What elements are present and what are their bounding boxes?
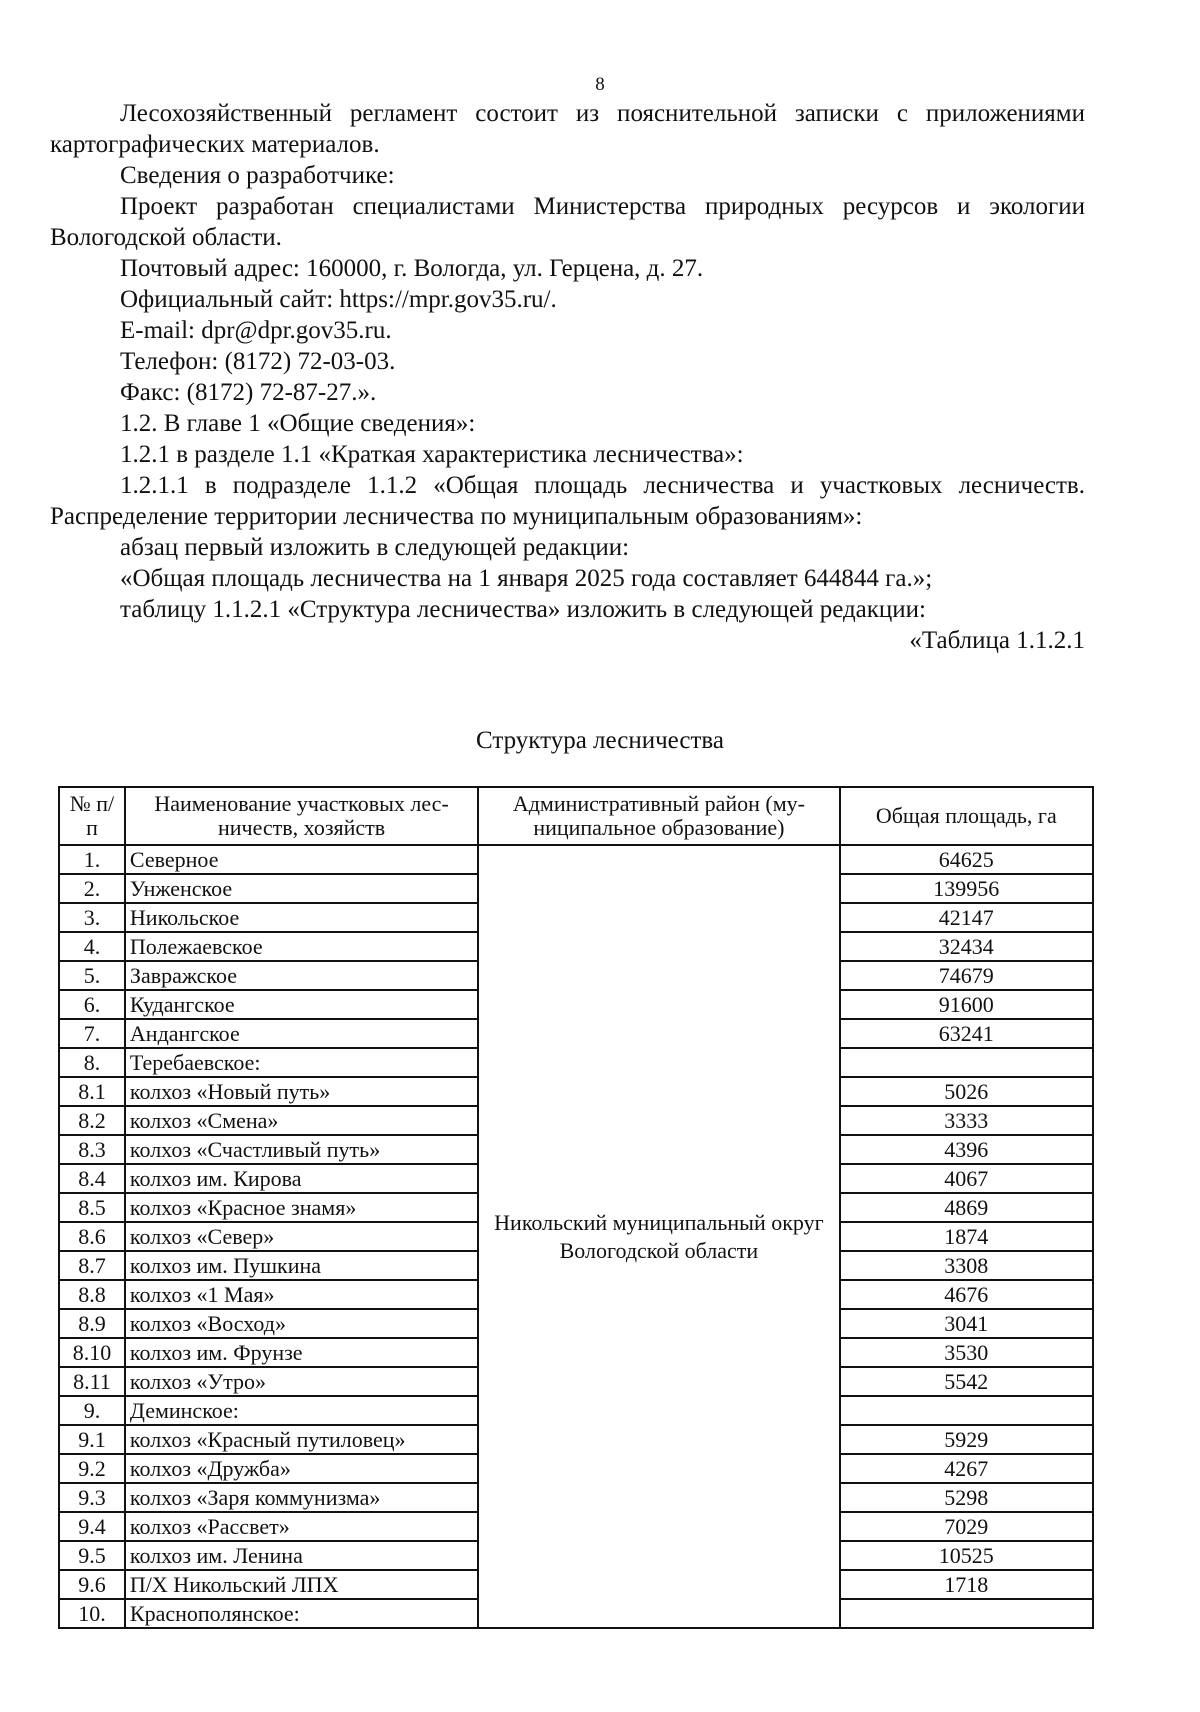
row-number: 8.8 bbox=[59, 1280, 125, 1309]
row-name: колхоз «Красный путиловец» bbox=[125, 1425, 478, 1454]
row-name: Теребаевское: bbox=[125, 1048, 478, 1077]
row-area bbox=[840, 1048, 1093, 1077]
row-name: Деминское: bbox=[125, 1396, 478, 1425]
paragraph: 1.2.1 в разделе 1.1 «Краткая характеристика лесничества»: bbox=[120, 441, 744, 468]
row-name: колхоз им. Кирова bbox=[125, 1164, 478, 1193]
row-name: Кудангское bbox=[125, 990, 478, 1019]
row-name: колхоз «1 Мая» bbox=[125, 1280, 478, 1309]
row-number: 8.5 bbox=[59, 1193, 125, 1222]
row-name: колхоз «Заря коммунизма» bbox=[125, 1483, 478, 1512]
row-number: 9.5 bbox=[59, 1541, 125, 1570]
row-number: 8.11 bbox=[59, 1367, 125, 1396]
row-name: колхоз им. Фрунзе bbox=[125, 1338, 478, 1367]
row-area: 42147 bbox=[840, 903, 1093, 932]
row-area: 74679 bbox=[840, 961, 1093, 990]
row-number: 9.4 bbox=[59, 1512, 125, 1541]
row-number: 9.3 bbox=[59, 1483, 125, 1512]
paragraph: Сведения о разработчике: bbox=[120, 162, 395, 189]
row-name: колхоз «Восход» bbox=[125, 1309, 478, 1338]
row-area: 5298 bbox=[840, 1483, 1093, 1512]
row-area bbox=[840, 1396, 1093, 1425]
row-area: 32434 bbox=[840, 932, 1093, 961]
document-body bbox=[50, 98, 1085, 656]
paragraph: Факс: (8172) 72-87-27.». bbox=[120, 379, 377, 406]
row-area: 3308 bbox=[840, 1251, 1093, 1280]
header-number: № п/п bbox=[59, 787, 125, 845]
paragraph: Официальный сайт: https://mpr.gov35.ru/. bbox=[120, 286, 557, 313]
row-number: 8. bbox=[59, 1048, 125, 1077]
row-number: 8.2 bbox=[59, 1106, 125, 1135]
row-number: 4. bbox=[59, 932, 125, 961]
row-number: 8.4 bbox=[59, 1164, 125, 1193]
row-number: 10. bbox=[59, 1599, 125, 1628]
row-number: 2. bbox=[59, 874, 125, 903]
row-number: 8.6 bbox=[59, 1222, 125, 1251]
paragraph: Проект разработан специалистами Министерства природных ресурсов и экологии Вологодской области. bbox=[50, 193, 1085, 251]
paragraph: 1.2. В главе 1 «Общие сведения»: bbox=[120, 410, 476, 437]
row-name: П/Х Никольский ЛПХ bbox=[125, 1570, 478, 1599]
row-name: колхоз «Утро» bbox=[125, 1367, 478, 1396]
row-name: колхоз им. Пушкина bbox=[125, 1251, 478, 1280]
row-area: 7029 bbox=[840, 1512, 1093, 1541]
row-area: 63241 bbox=[840, 1019, 1093, 1048]
row-name: Никольское bbox=[125, 903, 478, 932]
row-area: 5929 bbox=[840, 1425, 1093, 1454]
row-name: колхоз «Смена» bbox=[125, 1106, 478, 1135]
header-name: Наименование участковых лес-ничеств, хозяйств bbox=[125, 787, 478, 845]
row-area: 4869 bbox=[840, 1193, 1093, 1222]
row-name: Северное bbox=[125, 845, 478, 874]
paragraph: «Таблица 1.1.2.1 bbox=[909, 627, 1085, 654]
row-area: 5542 bbox=[840, 1367, 1093, 1396]
row-area: 4676 bbox=[840, 1280, 1093, 1309]
row-number: 3. bbox=[59, 903, 125, 932]
row-area: 64625 bbox=[840, 845, 1093, 874]
row-area: 1718 bbox=[840, 1570, 1093, 1599]
row-name: колхоз «Счастливый путь» bbox=[125, 1135, 478, 1164]
row-name: колхоз «Новый путь» bbox=[125, 1077, 478, 1106]
row-name: Полежаевское bbox=[125, 932, 478, 961]
row-area: 3333 bbox=[840, 1106, 1093, 1135]
row-number: 8.3 bbox=[59, 1135, 125, 1164]
row-area bbox=[840, 1599, 1093, 1628]
page-number: 8 bbox=[595, 74, 605, 95]
row-name: колхоз им. Ленина bbox=[125, 1541, 478, 1570]
row-number: 5. bbox=[59, 961, 125, 990]
forestry-structure-table bbox=[58, 786, 1094, 1629]
row-area: 3530 bbox=[840, 1338, 1093, 1367]
row-number: 6. bbox=[59, 990, 125, 1019]
paragraph: 1.2.1.1 в подразделе 1.1.2 «Общая площадь лесничества и участковых лесничеств. Распределение территории лесничества по муниципальным образованиям»: bbox=[50, 472, 1085, 530]
paragraph: абзац первый изложить в следующей редакции: bbox=[120, 534, 630, 561]
row-area: 4396 bbox=[840, 1135, 1093, 1164]
row-name: колхоз «Дружба» bbox=[125, 1454, 478, 1483]
row-number: 1. bbox=[59, 845, 125, 874]
row-area: 4067 bbox=[840, 1164, 1093, 1193]
paragraph: таблицу 1.1.2.1 «Структура лесничества» изложить в следующей редакции: bbox=[120, 596, 927, 623]
row-name: Завражское bbox=[125, 961, 478, 990]
row-area: 10525 bbox=[840, 1541, 1093, 1570]
row-number: 8.10 bbox=[59, 1338, 125, 1367]
row-name: Унженское bbox=[125, 874, 478, 903]
row-area: 91600 bbox=[840, 990, 1093, 1019]
district-cell: Никольский муниципальный округ Вологодской области bbox=[478, 845, 839, 1628]
header-district: Административный район (му-ниципальное образование) bbox=[478, 787, 839, 845]
row-area: 1874 bbox=[840, 1222, 1093, 1251]
row-name: колхоз «Красное знамя» bbox=[125, 1193, 478, 1222]
table-body bbox=[59, 845, 1093, 1628]
row-name: Краснополянское: bbox=[125, 1599, 478, 1628]
row-name: Андангское bbox=[125, 1019, 478, 1048]
row-name: колхоз «Рассвет» bbox=[125, 1512, 478, 1541]
row-number: 9.1 bbox=[59, 1425, 125, 1454]
row-number: 9.2 bbox=[59, 1454, 125, 1483]
row-area: 4267 bbox=[840, 1454, 1093, 1483]
paragraph: E-mail: dpr@dpr.gov35.ru. bbox=[120, 317, 392, 344]
paragraph: Почтовый адрес: 160000, г. Вологда, ул. Герцена, д. 27. bbox=[120, 255, 704, 282]
row-area: 5026 bbox=[840, 1077, 1093, 1106]
table-row bbox=[59, 845, 1093, 874]
paragraph: Телефон: (8172) 72-03-03. bbox=[120, 348, 396, 375]
row-number: 7. bbox=[59, 1019, 125, 1048]
row-area: 139956 bbox=[840, 874, 1093, 903]
header-area: Общая площадь, га bbox=[840, 787, 1093, 845]
row-number: 9. bbox=[59, 1396, 125, 1425]
row-name: колхоз «Север» bbox=[125, 1222, 478, 1251]
row-number: 8.9 bbox=[59, 1309, 125, 1338]
row-number: 8.1 bbox=[59, 1077, 125, 1106]
row-number: 9.6 bbox=[59, 1570, 125, 1599]
row-area: 3041 bbox=[840, 1309, 1093, 1338]
table-title: Структура лесничества bbox=[476, 727, 724, 754]
row-number: 8.7 bbox=[59, 1251, 125, 1280]
paragraph: «Общая площадь лесничества на 1 января 2025 года составляет 644844 га.»; bbox=[120, 565, 933, 592]
paragraph: Лесохозяйственный регламент состоит из пояснительной записки с приложениями картографических материалов. bbox=[50, 100, 1085, 158]
table-header-row bbox=[59, 787, 1093, 845]
